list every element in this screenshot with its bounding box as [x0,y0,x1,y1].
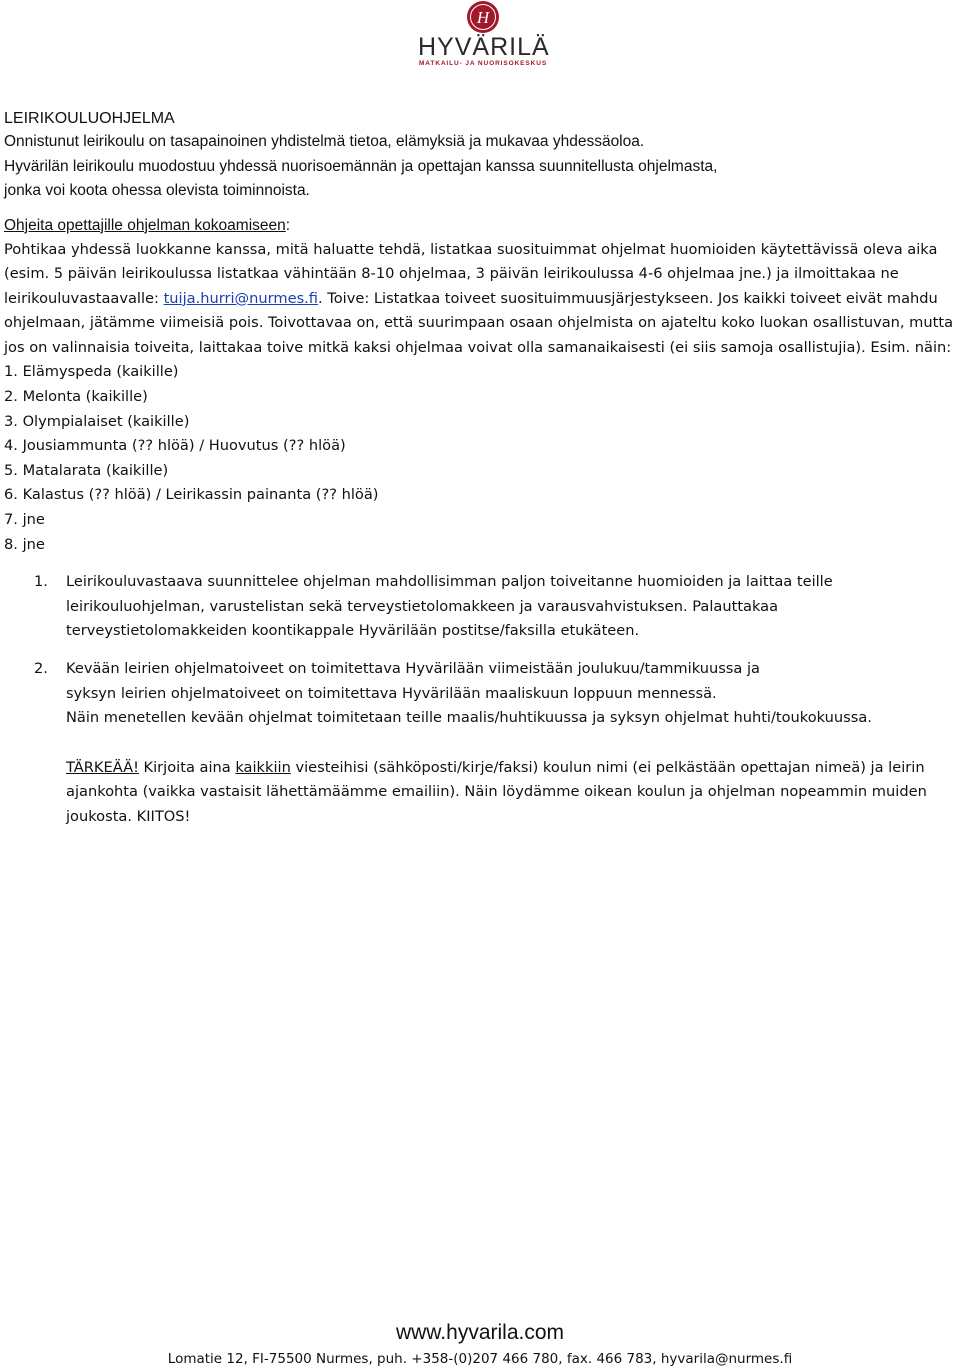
instructions-text-2: . Toive: Listatkaa toiveet suosituimmuusjärjestykseen. Jos kaikki toiveet eivät mahdu ohjelmaan, jätämme viimeisiä pois. Toivottavaa on, että suurimpaan osaan ohjelmista on ajateltu koko luokan osallistuvan, mutta jos on valinnaisia toiveita, laittakaa toive mitkä kaksi ohjelmaa voivat olla samanaikaisesti (ei siis samoja osallistujia). Esim. näin: [4,289,954,356]
instructions-heading [4,214,956,238]
hyvarila-logo [418,0,548,72]
example-list [4,360,956,557]
notice-text-2: viesteihisi (sähköposti/kirje/faksi) koulun nimi (ei pelkästään opettajan nimeä) ja leirin ajankohta (vaikka vastaisit lähettämäämme emailiin). Näin löydämme oikean koulun ja ohjelman nopeammin muiden joukosta. KIITOS! [66,758,927,825]
step-text: Leirikouluvastaava suunnittelee ohjelman mahdollisimman paljon toiveitanne huomioiden ja laittaa teille leirikouluohjelman, varustelistan sekä terveystietolomakkeen ja varausvahvistuksen. Palauttakaa terveystietolomakkeiden koontikappale Hyvärilään postitse/faksilla etukäteen. [66,573,833,640]
logo-emblem-icon [466,0,500,34]
step-line-2: syksyn leirien ohjelmatoiveet on toimitettava Hyvärilään maaliskuun loppuun mennessä. [66,684,717,702]
list-item: 3. Olympialaiset (kaikille) [4,412,190,430]
step-line-1: Kevään leirien ohjelmatoiveet on toimitettava Hyvärilään viimeistään joulukuu/tammikuussa ja [66,660,760,677]
instructions-text [4,238,956,361]
footer [0,1318,960,1370]
list-item: 8. jne [4,535,45,553]
list-item: 4. Jousiammunta (?? hlöä) / Huovutus (?? hlöä) [4,437,346,455]
step-1 [4,570,956,644]
list-item: 7. jne [4,511,45,529]
logo-name: HYVÄRILÄ [418,33,550,61]
instructions-heading-colon: : [285,216,291,234]
footer-address: Lomatie 12, FI-75500 Nurmes, puh. +358-(0)207 466 780, fax. 466 783, hyvarila@nurmes.fi [167,1351,793,1367]
document-body [4,108,956,830]
step-2 [4,657,956,731]
intro-line-3: jonka voi koota ohessa olevista toiminnoista. [4,182,310,199]
list-item: 1. Elämyspeda (kaikille) [4,363,179,381]
notice-label: TÄRKEÄÄ! [66,758,139,776]
important-notice [4,756,956,830]
list-item: 6. Kalastus (?? hlöä) / Leirikassin painanta (?? hlöä) [4,486,379,504]
logo-letter: H [476,8,490,27]
list-item: 2. Melonta (kaikille) [4,388,148,406]
intro-line-2: Hyvärilän leirikoulu muodostuu yhdessä nuorisoemännän ja opettajan kanssa suunnitellusta ohjelmasta, [4,157,718,175]
instructions-text-1: Pohtikaa yhdessä luokkanne kanssa, mitä haluatte tehdä, listatkaa suosituimmat ohjelmat huomioiden käytettävissä oleva aika (esim. 5 päivän leirikoulussa listatkaa vähintään 8-10 ohjelmaa, 3 päivän leirikoulussa 4-6 ohjelmaa jne.) ja ilmoittakaa ne leirikouluvastaavalle: [4,240,938,307]
email-link[interactable]: tuija.hurri@nurmes.fi [163,289,319,307]
footer-website[interactable]: www.hyvarila.com [395,1321,565,1344]
instructions-heading-text: Ohjeita opettajille ohjelman kokoamiseen [4,216,286,234]
step-line-3: Näin menetellen kevään ohjelmat toimitetaan teille maalis/huhtikuussa ja syksyn ohjelmat huhti/toukokuussa. [66,709,872,727]
intro-line-1: Onnistunut leirikoulu on tasapainoinen yhdistelmä tietoa, elämyksiä ja mukavaa yhdessäoloa. [4,133,645,150]
step-number: 1. [34,573,48,591]
notice-emphasis: kaikkiin [235,758,291,776]
page-title: LEIRIKOULUOHJELMA [4,110,175,127]
list-item: 5. Matalarata (kaikille) [4,461,169,479]
logo-tagline: MATKAILU- JA NUORISOKESKUS [418,60,548,67]
step-number: 2. [34,660,48,677]
notice-text-1: Kirjoita aina [138,758,236,776]
